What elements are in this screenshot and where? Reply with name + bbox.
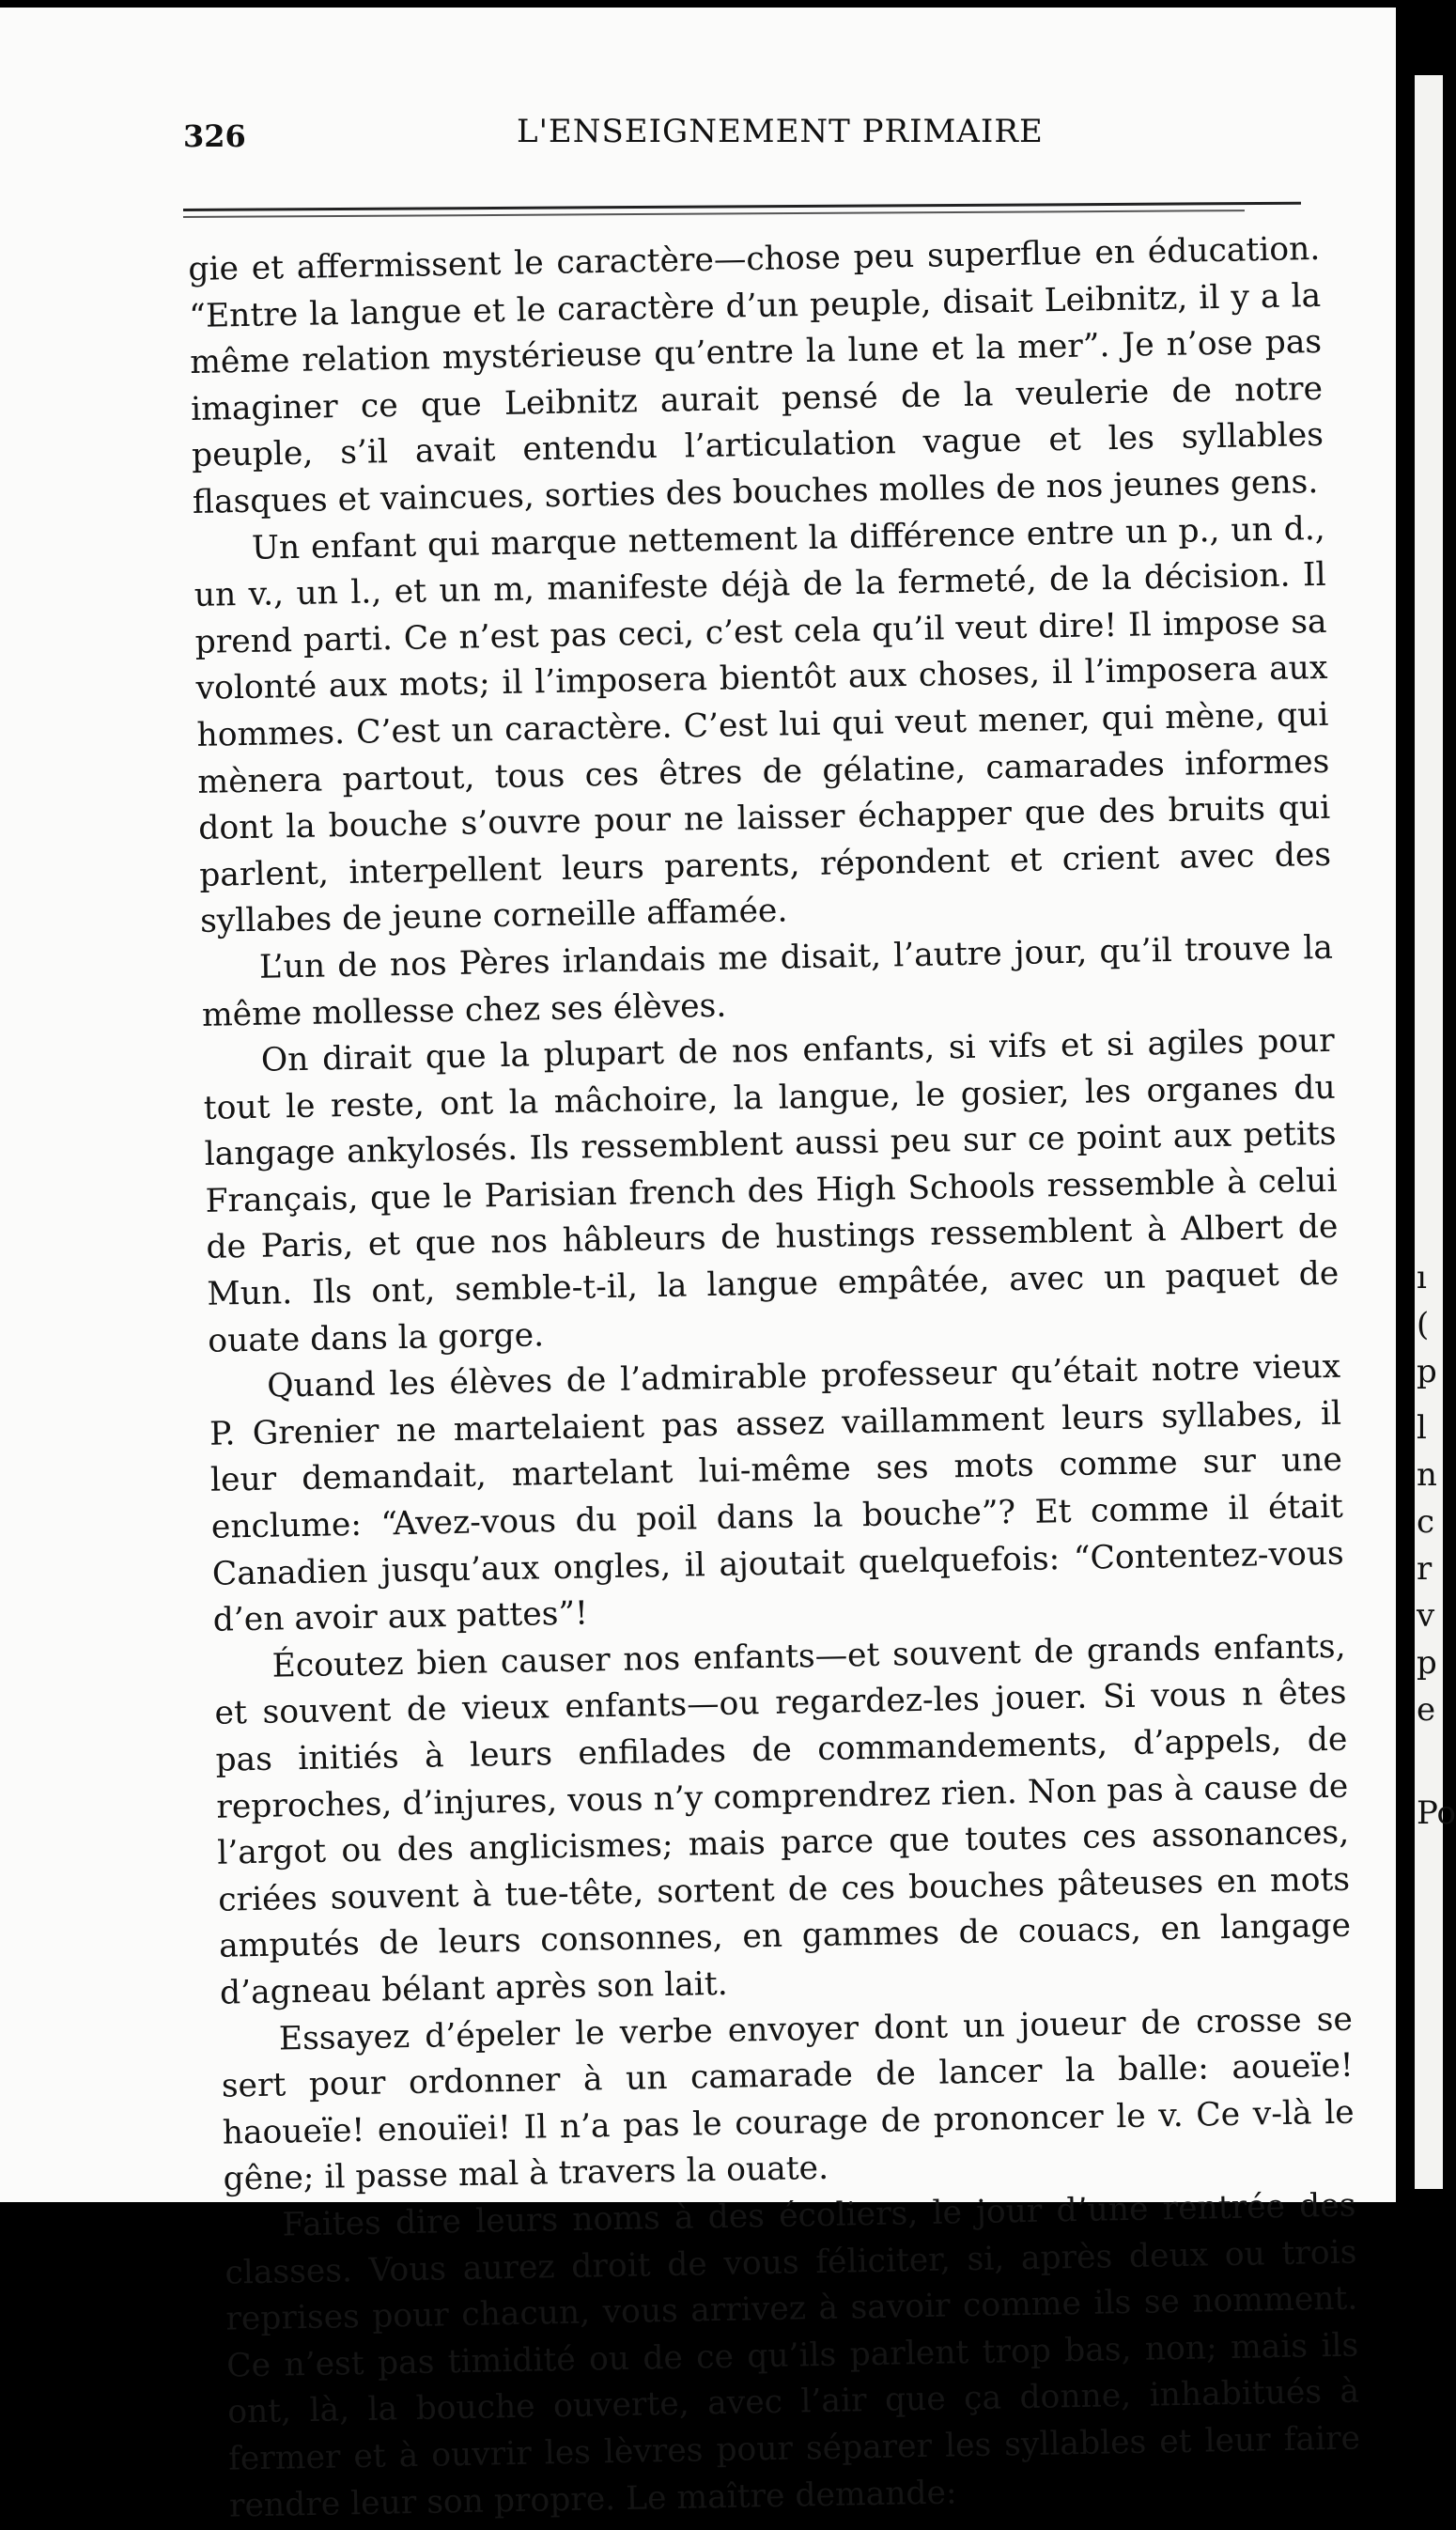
body-text [188, 226, 1361, 2530]
facing-fragment: l [1417, 1409, 1427, 1447]
paragraph: Écoutez bien causer nos enfants—et souvent de grands enfants, et souvent de vieux enfants—ou regardez-les jouer. Si vous n êtes pas initiés à leurs enfilades de commandements, d’appels, de reproches, d’injures, vous n’y comprendrez rien. Non pas à cause de l’argot ou des anglicismes; mais parce que toutes ces assonances, criées souvent à tue-tête, sortent de ces bouches pâteuses en mots amputés de leurs consonnes, en gammes de couacs, en langage d’agneau bélant après son lait. [214, 1627, 1352, 2012]
paragraph: Faites dire leurs noms à des écoliers, le jour d’une rentrée des classes. Vous aurez droit de vous féliciter, si, après deux ou trois reprises pour chacun, vous arrivez à savoir comme ils se nomment. Ce n’est pas timidité ou de ce qu’ils parlent trop bas, non; mais ils ont, là, la bouche ouverte, avec l’air que ça donne, inhabitués à fermer et à ouvrir les lèvres pour séparer les syllables et leur faire rendre leur son propre. Le maître demande: [225, 2186, 1361, 2525]
facing-fragment: p [1417, 1644, 1437, 1682]
facing-fragment: p [1417, 1353, 1437, 1390]
facing-fragment: ı [1417, 1259, 1427, 1296]
facing-page-edge [1415, 75, 1456, 2189]
facing-fragment: v [1417, 1597, 1435, 1635]
facing-fragment: n [1417, 1456, 1437, 1494]
paragraph: Un enfant qui marque nettement la différence entre un p., un d., un v., un l., et un m, manifeste déjà de la fermeté, de la décision. Il prend parti. Ce n’est pas ceci, c’est cela qu’il veut dire! Il impose sa volonté aux mots; il l’imposera bientôt aux choses, il l’imposera aux hommes. C’est un caractère. C’est lui qui veut mener, qui mène, qui mènera partout, tous ces êtres de gélatine, camarades informes dont la bouche s’ouvre pour ne laisser échapper que des bruits qui parlent, interpellent leurs parents, répondent et crient avec des syllabes de jeune corneille affamée. [194, 509, 1332, 941]
book-page [0, 8, 1396, 2525]
paragraph: Quand les élèves de l’admirable professeur qu’était notre vieux P. Grenier ne martelaient pas assez vaillamment leurs syllabes, il leur demandait, martelant lui-même ses mots comme sur une enclume: “Avez-vous du poil dans la bouche”? Et comme il était Canadien jusqu’aux ongles, il ajoutait quelquefois: “Contentez-vous d’en avoir aux pattes”! [209, 1347, 1345, 1639]
paragraph-continuation: gie et affermissent le caractère—chose peu superflue en éducation. “Entre la langue et le caractère d’un peuple, disait Leibnitz, il y a la même relation mystérieuse qu’entre la lune et la mer”. Je n’ose pas imaginer ce que Leibnitz aurait pensé de la veulerie de notre peuple, s’il avait entendu l’articulation vague et les syllables flasques et vaincues, sorties des bouches molles de nos jeunes gens. [188, 229, 1324, 521]
header-rule-secondary [183, 210, 1245, 218]
paragraph: On dirait que la plupart de nos enfants, si vifs et si agiles pour tout le reste, ont la mâchoire, la langue, le gosier, les organes du langage ankylosés. Ils ressemblent aussi peu sur ce point aux petits Français, que le Parisian french des High Schools ressemble à celui de Paris, et que nos hâbleurs de hustings ressemblent à Albert de Mun. Ils ont, semble-t-il, la langue empâtée, avec un paquet de ouate dans la gorge. [203, 1021, 1340, 1360]
facing-fragment: Po [1417, 1794, 1456, 1832]
facing-fragment: ( [1417, 1306, 1430, 1343]
facing-fragment: e [1417, 1691, 1436, 1729]
running-title: L'ENSEIGNEMENT PRIMAIRE [517, 113, 1044, 150]
paragraph: L’un de nos Pères irlandais me disait, l’autre jour, qu’il trouve la même mollesse chez ses élèves. [201, 928, 1334, 1034]
facing-fragment: c [1417, 1503, 1435, 1541]
page-number: 326 [183, 118, 246, 154]
page-header [183, 113, 1357, 169]
paragraph: Essayez d’épeler le verbe envoyer dont un joueur de crosse se sert pour ordonner à un camarade de lancer la balle: aoueïe! haoueïe! enouïei! Il n’a pas le courage de prononcer le v. Ce v-là le gêne; il passe mal à travers la ouate. [221, 2000, 1355, 2198]
facing-fragment: r [1417, 1550, 1433, 1588]
